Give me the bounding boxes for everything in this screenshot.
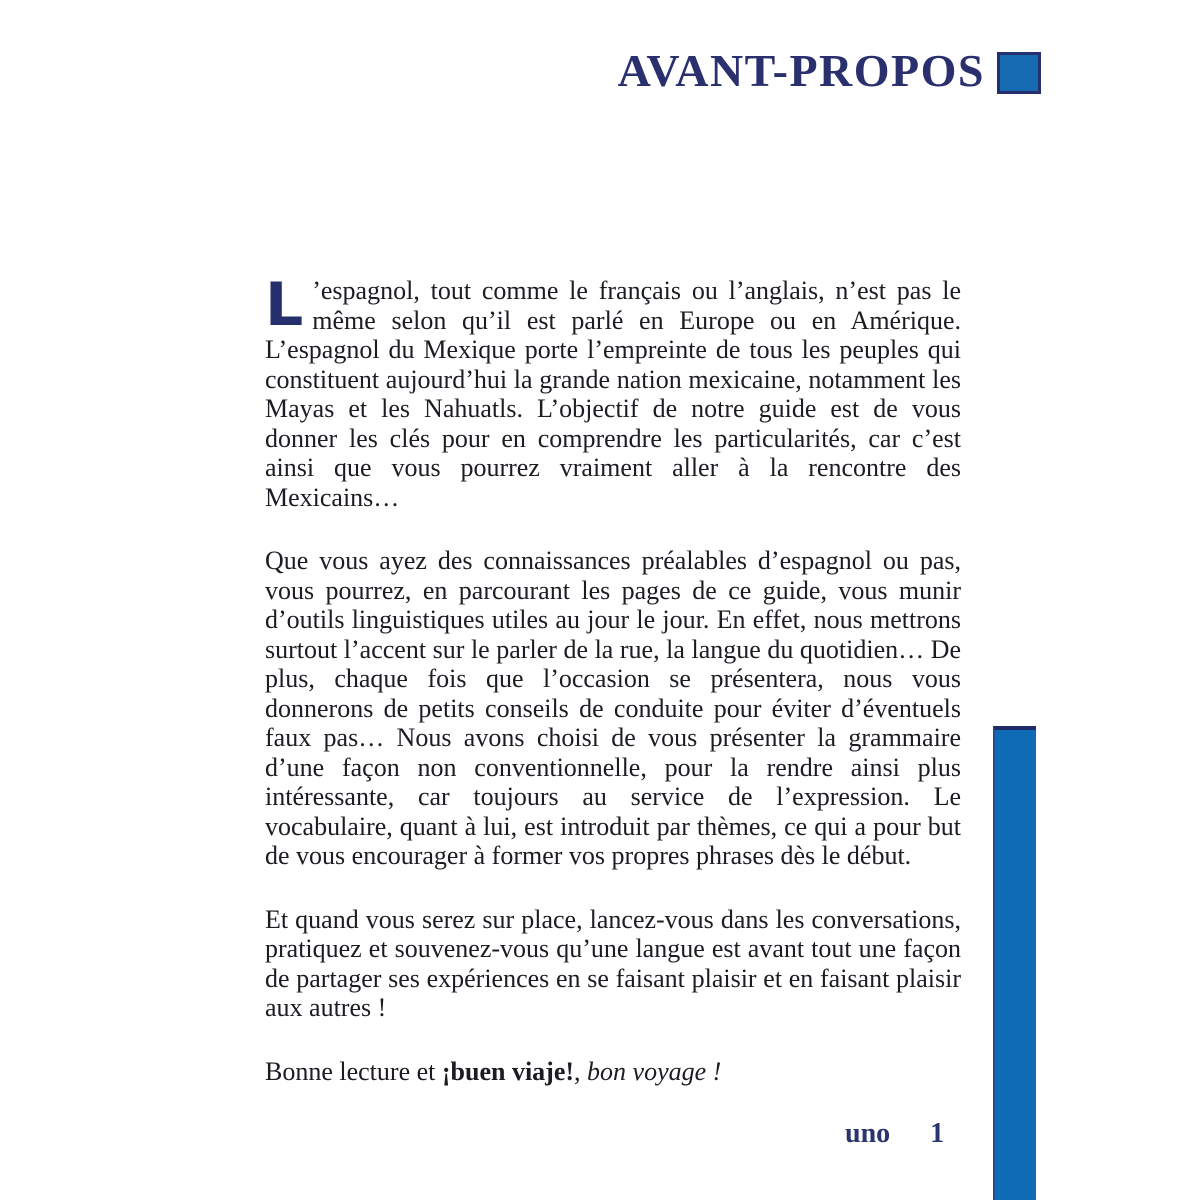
paragraph-guide: Que vous ayez des connaissances préalables d’espagnol ou pas, vous pourrez, en parcourant les pages de ce guide, vous munir d’outils linguistiques utiles au jour le jour. En effet, nous mettrons surtout l’accent sur le parler de la rue, la langue du quotidien… De plus, chaque fois que l’occasion se présentera, nous vous donnerons de petits conseils de conduite pour éviter d’éventuels faux pas… Nous avons choisi de vous présenter la grammaire d’une façon non conventionnelle, pour la rendre ainsi plus intéressante, car toujours au service de l’expression. Le vocabulaire, quant à lui, est introduit par thèmes, ce qui a pour but de vous encourager à former vos propres phrases dès le début. — [265, 546, 961, 870]
body-text-column — [265, 270, 961, 1120]
side-accent-bar — [993, 726, 1036, 1200]
closing-separator: , — [574, 1056, 588, 1086]
header-accent-square — [997, 52, 1041, 94]
page-title: AVANT-PROPOS — [617, 45, 985, 96]
paragraph-practice: Et quand vous serez sur place, lancez-vous dans les conversations, pratiquez et souvenez-vous qu’une langue est avant tout une façon de partager ses expériences en se faisant plaisir et en faisant plaisir aux autres ! — [265, 904, 961, 1022]
closing-italic-phrase: bon voyage ! — [587, 1056, 722, 1086]
closing-line — [265, 1057, 961, 1087]
dropcap-letter: L — [265, 270, 304, 340]
paragraph-intro — [265, 270, 961, 512]
closing-lead: Bonne lecture et — [265, 1056, 442, 1086]
page-footer — [845, 1118, 944, 1150]
closing-bold-phrase: ¡buen viaje! — [441, 1056, 575, 1086]
footer-page-number: 1 — [930, 1118, 945, 1149]
paragraph-intro-text: ’espagnol, tout comme le français ou l’anglais, n’est pas le même selon qu’il est parlé en Europe ou en Amérique. L’espagnol du Mexique porte l’empreinte de tous les peuples qui constituent aujourd’hui la grande nation mexicaine, notamment les Mayas et les Nahuatls. L’objectif de notre guide est de vous donner les clés pour en comprendre les particularités, car c’est ainsi que vous pourrez vraiment aller à la rencontre des Mexicains… — [265, 276, 961, 512]
footer-page-word: uno — [845, 1118, 891, 1149]
